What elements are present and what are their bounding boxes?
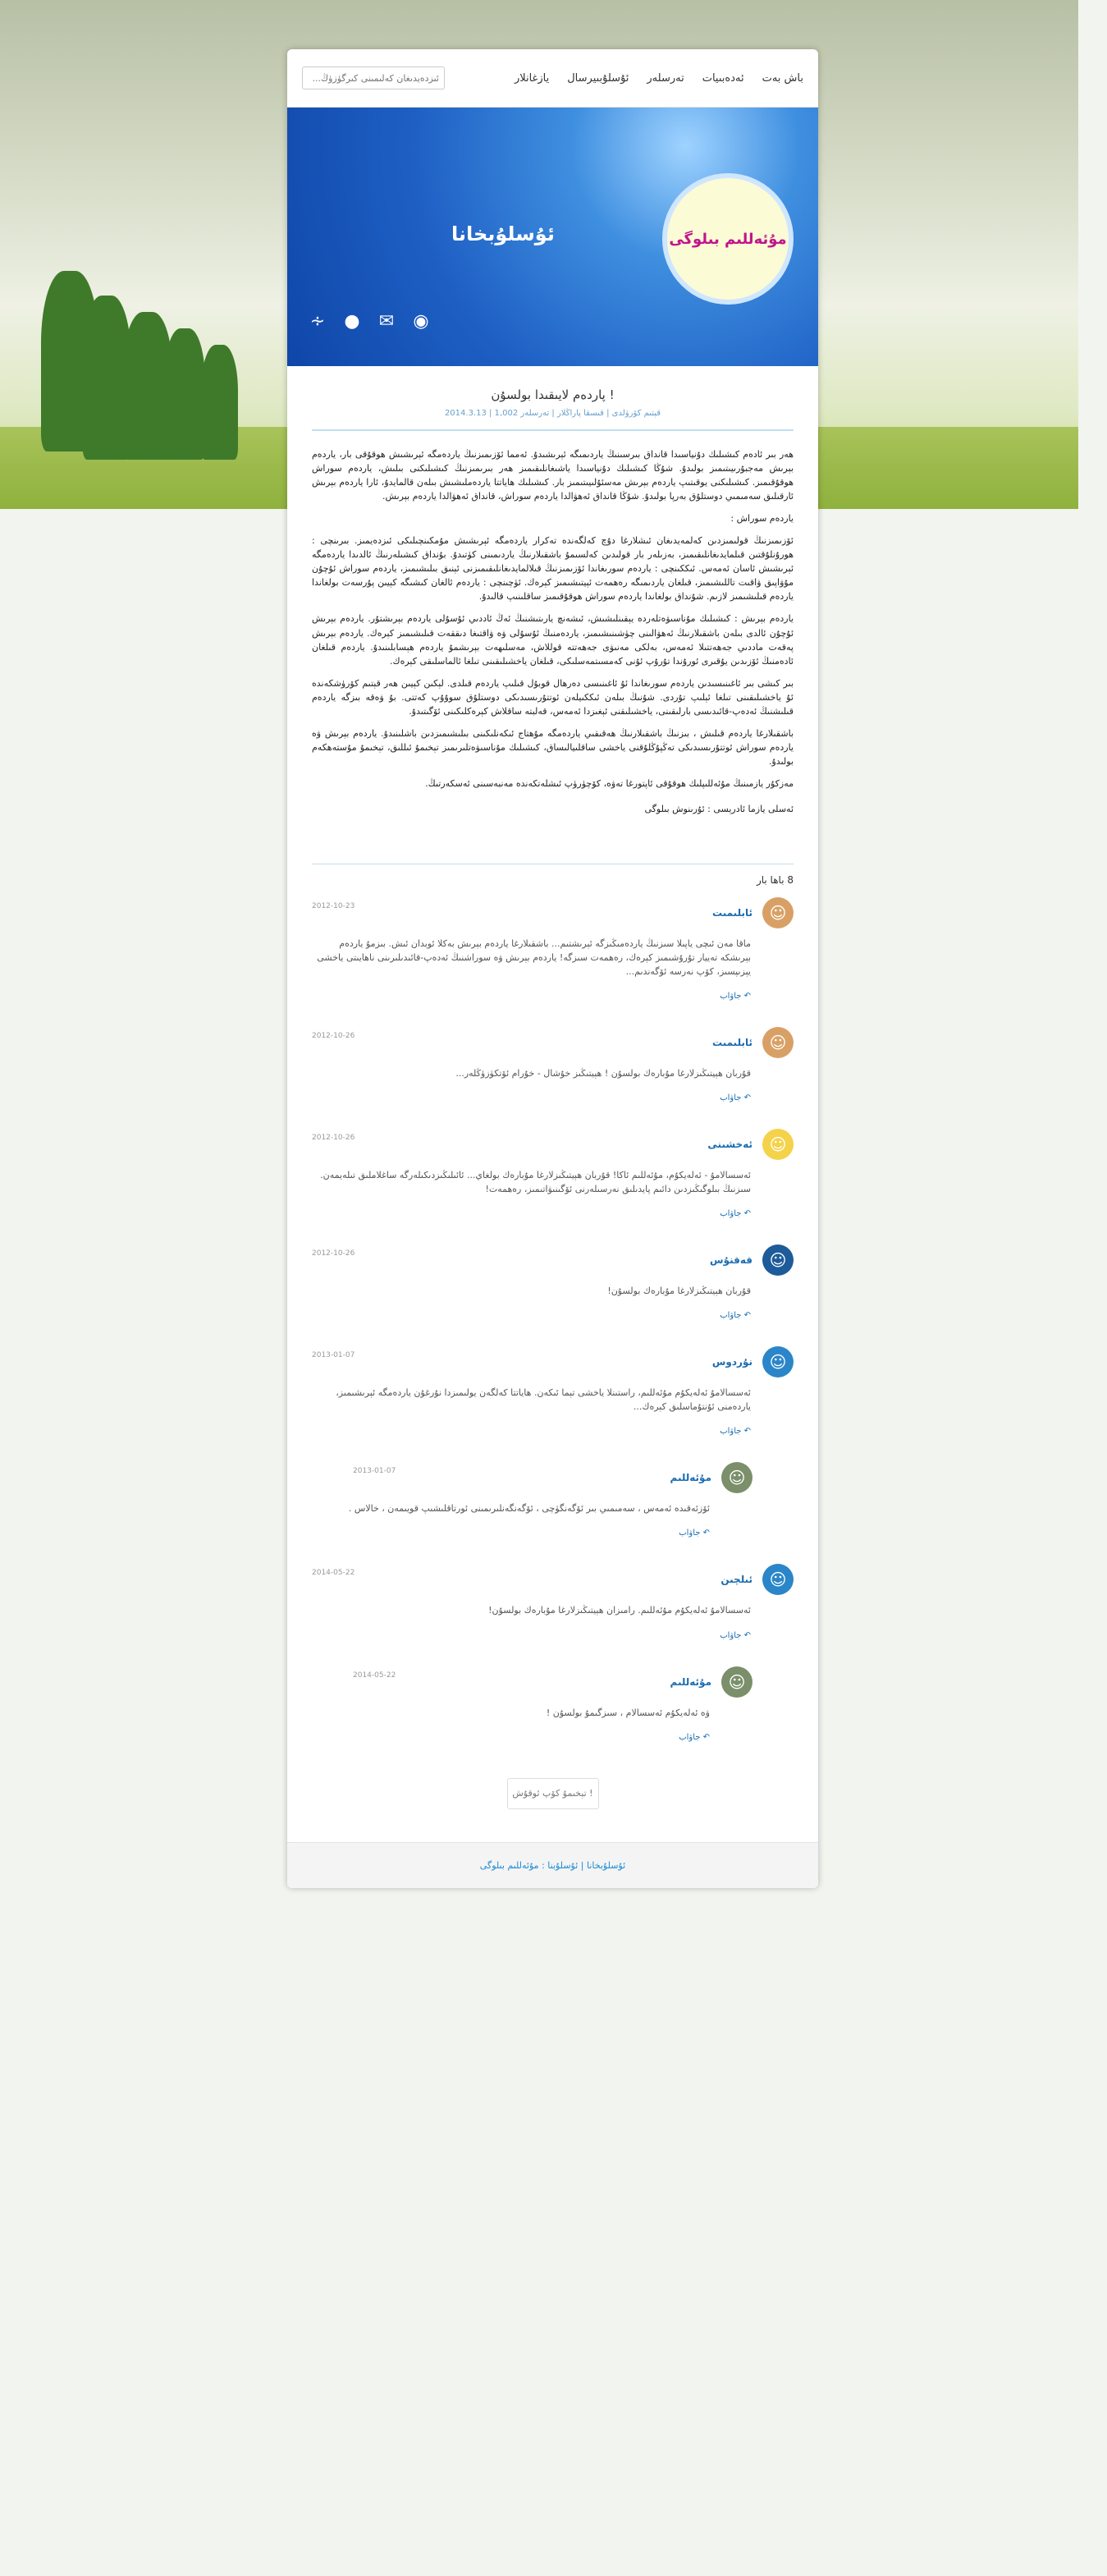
comment-item <box>287 1655 818 1757</box>
comment-item <box>287 1117 818 1233</box>
qq-icon[interactable]: ● <box>344 310 360 332</box>
comment-text: ئەسسالامۇ - ئەلەيكۇم، مۇئەللىم ئاكا! قۇربان ھېيتىڭىزلارغا مۇبارەك بولغاي... ئائىلىڭىزدىكىلەرگە ساغلاملىق تىلەيمەن. سىزنىڭ بىلوگىڭىزدىن دائىم پايدىلىق نەرسىلەرنى ئۆگىنىۋاتىمىز، رەھمەت! <box>320 1170 751 1195</box>
comment-author[interactable]: ئىلچىن <box>720 1574 752 1586</box>
avatar[interactable]: ☺ <box>762 1129 794 1160</box>
site-title: ئۇسلۇبخانا <box>451 222 555 245</box>
comment-date: 2013-01-07 <box>312 1351 355 1360</box>
comment-author[interactable]: مۇئەللىم <box>670 1675 711 1688</box>
comment-text: ماقا مەن ئىچى ياپىلا سىزنىڭ ياردەمىڭىزگە ئېرىشتىم... باشقىلارغا ياردەم بېرىش بەكلا ئوبدان ئىش. بىزمۇ ياردەم بېرىشكە تەييار تۇرۇشىمىز كېرەك، رەھمەت سىزگە! ياردەم بېرىش ۋە سوراشنىڭ ئەدەپ-قائىدىلىرىنى ناھايىتى ياخشى يېزىپسىز، كۆپ نەرسە ئۆگەندىم... <box>317 937 751 978</box>
reply-label: جاۋاب <box>720 1630 742 1640</box>
reply-label: جاۋاب <box>720 1427 742 1437</box>
comment-date: 2014-05-22 <box>312 1569 355 1578</box>
comment-list <box>287 886 818 1757</box>
nav-writings[interactable]: يازغانلار <box>514 71 550 85</box>
comment-item <box>287 1451 818 1552</box>
reply-link[interactable]: ↶ جاۋاب <box>679 1732 710 1742</box>
avatar[interactable]: ☺ <box>762 897 794 928</box>
comment-item <box>287 1335 818 1451</box>
post-paragraph: ياردەم سوراش : <box>730 513 794 525</box>
logo-text: مۇئەللىم بىلوگى <box>669 230 787 248</box>
rss-icon[interactable]: ∻ <box>309 310 326 332</box>
header-banner <box>287 108 818 366</box>
comment-date: 2012-10-23 <box>312 901 355 910</box>
avatar[interactable]: ☺ <box>762 1564 794 1595</box>
comment-header <box>312 1129 794 1160</box>
comment-date: 2014-05-22 <box>353 1671 396 1680</box>
post-paragraph: ياردەم بېرىش : كىشىلىك مۇناسىۋەتلەردە يېقىنلىشىش، ئىشەنچ يارىتىشنىڭ ئەڭ ئاددىي ئۇسۇلى ياردەم بېرىشتۇر. ياردەم بېرىش ئۇچۇن ئالدى بىلەن باشقىلارنىڭ ئەھۋالىنى چۈشىنىشىمىز، ياردەمنىڭ ئۇسۇلى ۋە ۋاقتىغا دىققەت قىلىشىمىز كېرەك. ياردەم بېرىش پەقەت ماددىي جەھەتتىلا ئەمەس، بەلكى مەنىۋى جەھەتتە قوللاش، مەسلىھەت بېرىشمۇ ياردەم ھېسابلىنىدۇ. ياردەم قىلغان ئادەمنىڭ ئۆزىدىن يۇقىرى ئورۇندا تۇرۇپ ئۇنى كەمسىتمەسلىكى، قىلغان ياخشىلىقىنى تىلغا ئالماسلىقى كېرەك. <box>312 613 794 667</box>
comment-text: قۇربان ھېيتىڭىزلارغا مۇبارەك بولسۇن! <box>607 1286 751 1297</box>
weibo-icon[interactable]: ◉ <box>413 310 429 332</box>
comment-header <box>312 1346 794 1377</box>
reply-label: جاۋاب <box>679 1529 701 1538</box>
nav-style[interactable]: ئۇسلۇبىيرسال <box>567 71 629 85</box>
avatar[interactable]: ☺ <box>721 1666 752 1698</box>
reply-label: جاۋاب <box>720 1093 742 1103</box>
comment-text: ۋە ئەلەيكۇم ئەسسالام ، سىزگىمۇ بولسۇن ! <box>546 1707 710 1718</box>
comment-header <box>312 1244 794 1276</box>
reply-label: جاۋاب <box>720 992 742 1002</box>
avatar[interactable]: ☺ <box>762 1244 794 1276</box>
comment-text: ئەسسالامۇ ئەلەيكۇم مۇئەللىم، راستىنلا ياخشى تېما ئىكەن. ھاياتتا كەلگەن يولىمىزدا نۇرغۇن ياردەمگە ئېرىشىمىز، ياردەمنى ئۇنتۇماسلىق كېرەك... <box>336 1387 751 1413</box>
reply-label: جاۋاب <box>720 1209 742 1219</box>
reply-link[interactable]: ↶ جاۋاب <box>720 992 751 1002</box>
search-input[interactable] <box>302 66 445 89</box>
post-paragraph: ئۆزىمىزنىڭ قولىمىزدىن كەلمەيدىغان ئىشلارغا دۇچ كەلگەندە تەكرار ياردەمگە ئېرىشىش مۇمكىنچىلىكى ئىزدەيمىز. بىرىنچى : ھورۇنلۇقتىن قىلمايدىغانلىقىمىز، بەزىلەر بار قولىدىن كەلسىمۇ باشقىلارنىڭ ياردىمىنى كۈتىدۇ. بۇنداق كىشىلەرنىڭ ئالدىدا ياردەمگە ئېرىشىش ئاسان ئەمەس. ئىككىنچى : ياردەم سورىغاندا ئۆزىمىزنىڭ قىلالمايدىغانلىقىمىزنى ئېنىق بىلىشىمىز، ياردەم سوراش ئۇچۇن مۇۋاپىق ۋاقىت تاللىشىمىز، قىلغان ياردىمىگە رەھمەت ئېيتىشىمىز كېرەك. ئۈچىنچى : ياردەم ئالغان كىشىگە كېيىن پۇرسەت بولغاندا ياردەم قىلىشىمىز لازىم. شۇنداق بولغاندا ياردەم سوراش ھوقۇقىمىز ساقلىنىپ قالىدۇ. <box>312 535 794 603</box>
nav-lessons[interactable]: تەرسلەر <box>647 71 684 85</box>
comment-author[interactable]: ئابلىمىت <box>712 906 752 919</box>
comments-count: 8 باھا بار <box>756 873 794 886</box>
post-meta: 2014.3.13 | 1,002 قېتىم كۆرۈلدى | قىسقا پاراڭلار | تەرسلەر <box>444 409 661 418</box>
comment-date: 2012-10-26 <box>312 1032 355 1041</box>
post-paragraph: ھەر بىر ئادەم كىشىلىك دۇنياسىدا قانداق بىرسىنىڭ ياردىمىگە ئېرىشىدۇ. ئەمما ئۆزىمىزنىڭ ياردەمگە ئېرىشىش ھوقۇقى بار، ياردەم بېرىش مەجبۇرىيىتىمىز بولىدۇ. شۇڭا كىشىلىك دۇنياسىدا ياشىغانلىقىمىز ھەر بىرىمىزنىڭ كىشىلىكنى بىلىش، ياردەم سوراش ھوقۇقىمىز. كىشىلىكنى يوقىتىپ ياردەم بېرىش مەسئۇلىيىتىمىز بار. كىشىلىك ھاياتتا ياردەملىشىش بىلەن قالمايدۇ، ئارا ياردەم بېرىش ئارقىلىق سەمىمىي دوستلۇق بەرپا بولىدۇ. شۇڭا قانداق ئەھۋالدا ياردەم سوراش، قانداق ئەھۋالدا ياردەم بېرىش. <box>312 449 794 502</box>
mail-icon[interactable]: ✉ <box>378 310 395 332</box>
comment-author[interactable]: ئابلىمىت <box>712 1037 752 1049</box>
reply-link[interactable]: ↶ جاۋاب <box>720 1311 751 1321</box>
comment-date: 2012-10-26 <box>312 1134 355 1143</box>
page-container <box>287 49 818 1888</box>
comment-text: ئەسسالامۇ ئەلەيكۇم مۇئەللىم. رامىزان ھېيتىڭىزلارغا مۇبارەك بولسۇن! <box>488 1605 751 1616</box>
comment-header <box>312 897 794 928</box>
load-more-button[interactable]: تېخىمۇ كۆپ ئوقۇش ! <box>507 1778 599 1809</box>
nav-literature[interactable]: ئەدەبىيات <box>702 71 744 85</box>
comment-date: 2012-10-26 <box>312 1249 355 1258</box>
post-paragraph: بىر كىشى بىر ئاغىنىسىدىن ياردەم سورىغاندا ئۇ ئاغىنىسى دەرھال قوبۇل قىلىپ ياردەم قىلدى. لېكىن كېيىن ھەر قېتىم كۆرۈشكەندە ئۇ ياخشىلىقىنى تىلغا ئېلىپ تۇردى. شۇنىڭ بىلەن ئىككىيلەن ئوتتۇرىسىدىكى دوستلۇق سوۇۇپ كەتتى. بۇ ۋەقە بىزگە ياردەم قىلىشنىڭ ئەدەپ-قائىدىسى بارلىقىنى، ياخشىلىقنى ئېغىزدا ئەمەس، قەلبتە ساقلاش كېرەكلىكىنى ئۆگىتىدۇ. <box>312 677 794 717</box>
comment-item <box>287 1552 818 1654</box>
background-tree <box>164 328 205 460</box>
social-links <box>305 309 433 333</box>
comment-author[interactable]: نۇردوس <box>711 1356 752 1368</box>
reply-link[interactable]: ↶ جاۋاب <box>720 1630 751 1640</box>
title-divider <box>312 429 794 431</box>
post-paragraph: باشقىلارغا ياردەم قىلىش ، بىزنىڭ باشقىلارنىڭ ھەقىقىي ياردەمگە مۇھتاج ئىكەنلىكىنى بىلىشىمىزدىن باشلىنىدۇ. ياردەم بېرىش ۋە ياردەم سوراش ئوتتۇرىسىدىكى تەڭپۇڭلۇقنى ياخشى ساقلىيالىساق، كىشىلىك مۇناسىۋەتلىرىمىز تېخىمۇ ئىللىق، تېخىمۇ مۇستەھكەم بولىدۇ. <box>312 727 794 767</box>
comment-author[interactable]: قەقنۇس <box>710 1254 752 1267</box>
avatar[interactable]: ☺ <box>762 1346 794 1377</box>
reply-link[interactable]: ↶ جاۋاب <box>720 1427 751 1437</box>
comment-date: 2013-01-07 <box>353 1467 396 1476</box>
post-title: پاردەم لايىقىدا بولسۇن ! <box>491 387 615 402</box>
reply-link[interactable]: ↶ جاۋاب <box>720 1209 751 1219</box>
comment-header <box>312 1027 794 1058</box>
post-paragraph: مەزكۇر يازمىنىڭ مۇئەللىپلىك ھوقۇقى ئاپتورغا تەۋە، كۆچۈرۈپ ئىشلەتكەندە مەنبەسىنى ئەسكەرتىڭ. <box>425 777 794 789</box>
comment-author[interactable]: ئەخشىنى <box>707 1139 752 1151</box>
comment-item <box>287 1015 818 1117</box>
post-signature: ئەسلى يازما ئادرېسى : ئۇرىنوش بىلوگى <box>644 803 794 814</box>
comment-item <box>287 1233 818 1335</box>
comment-header <box>312 1564 794 1595</box>
avatar[interactable]: ☺ <box>762 1027 794 1058</box>
reply-label: جاۋاب <box>720 1311 742 1321</box>
nav-home[interactable]: باش بەت <box>762 71 803 85</box>
logo-badge <box>662 173 794 305</box>
top-nav <box>287 49 818 108</box>
reply-link[interactable]: ↶ جاۋاب <box>679 1529 710 1538</box>
reply-label: جاۋاب <box>679 1732 701 1742</box>
post-content <box>287 447 818 791</box>
comment-author[interactable]: مۇئەللىم <box>670 1472 711 1484</box>
reply-link[interactable]: ↶ جاۋاب <box>720 1093 751 1103</box>
comment-item <box>287 886 818 1015</box>
background-tree <box>201 345 238 460</box>
comment-text: قۇربان ھېيتىڭىزلارغا مۇبارەك بولسۇن ! ھېيتىڭىز خۇشال - خۇرام ئۆتكۈزۈڭلەر... <box>455 1068 751 1079</box>
avatar[interactable]: ☺ <box>721 1462 752 1493</box>
comment-text: ئۆزئەقىدە ئەمەس ، سەمىمىي بىر ئۆگەنگۈچى ، ئۆگەنگەنلىرىمىنى ئورتاقلىشىپ قويىمەن ، خالاس . <box>348 1503 710 1515</box>
footer[interactable]: ئۇسلۇبخانا | ئۇسلۇبنا : مۇئەللىم بىلوگى <box>287 1842 818 1888</box>
